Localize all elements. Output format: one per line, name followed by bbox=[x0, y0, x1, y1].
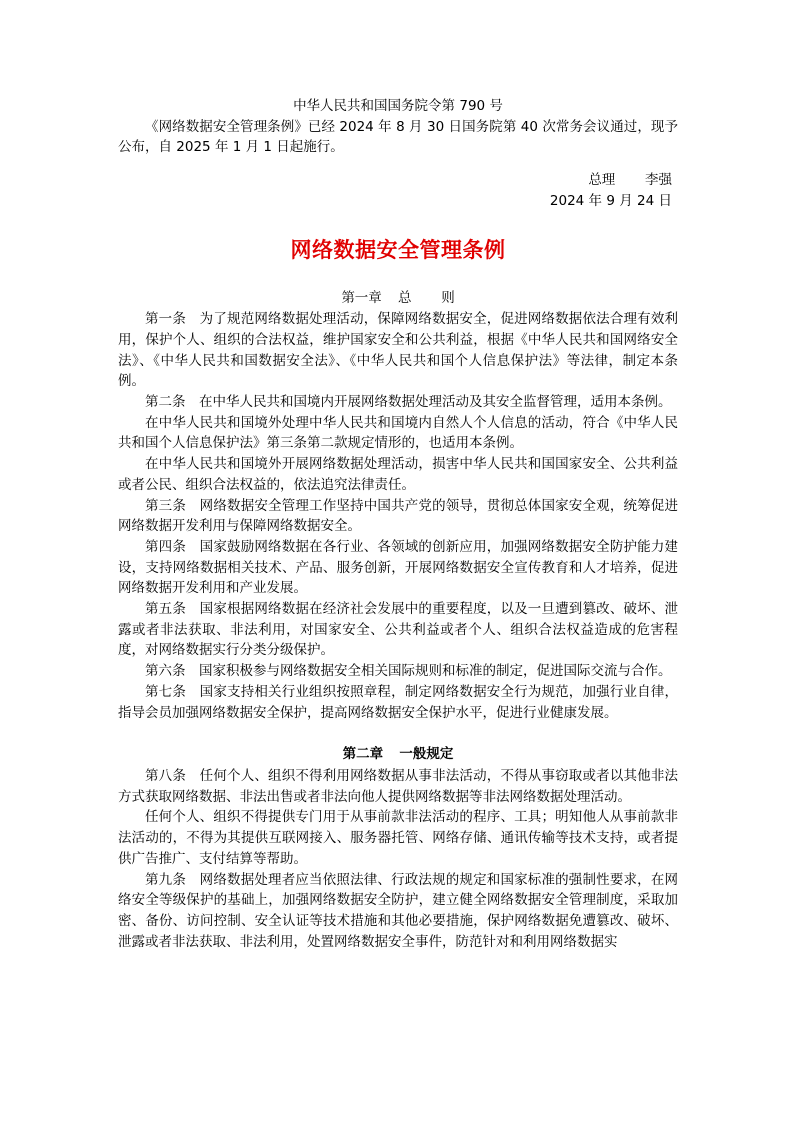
document-content bbox=[118, 96, 678, 952]
chapter-number: 第二章 bbox=[342, 746, 384, 763]
signature-block bbox=[118, 170, 678, 211]
chapter-heading bbox=[118, 744, 678, 765]
article-paragraph: 第二条 在中华人民共和国境内开展网络数据处理活动及其安全监督管理，适用本条例。 bbox=[145, 394, 672, 411]
article-paragraph: 第七条 国家支持相关行业组织按照章程，制定网络数据安全行为规范，加强行业自律，指导会员加强网络数据安全保护，提高网络数据安全保护水平，促进行业健康发展。 bbox=[118, 683, 678, 721]
article-paragraph: 第三条 网络数据安全管理工作坚持中国共产党的领导，贯彻总体国家安全观，统筹促进网络数据开发利用与保障网络数据安全。 bbox=[118, 497, 678, 535]
order-date: 2024 年 9 月 24 日 bbox=[549, 192, 672, 209]
article-paragraph: 第四条 国家鼓励网络数据在各行业、各领域的创新应用，加强网络数据安全防护能力建设，支持网络数据相关技术、产品、服务创新，开展网络数据安全宣传教育和人才培养，促进网络数据开发利用和产业发展。 bbox=[118, 538, 678, 597]
article-paragraph: 第一条 为了规范网络数据处理活动，保障网络数据安全，促进网络数据依法合理有效利用，保护个人、组织的合法权益，维护国家安全和公共利益，根据《中华人民共和国网络安全法》、《中华人民共和国数据安全法》、《中华人民共和国个人信息保护法》等法律，制定本条例。 bbox=[118, 311, 678, 390]
chapter-name: 一般规定 bbox=[399, 746, 454, 763]
article-paragraph: 第八条 任何个人、组织不得利用网络数据从事非法活动，不得从事窃取或者以其他非法方式获取网络数据、非法出售或者非法向他人提供网络数据等非法网络数据处理活动。 bbox=[118, 767, 678, 805]
signer-line bbox=[118, 170, 672, 191]
signer-name: 李强 bbox=[645, 172, 672, 189]
article-paragraph: 第九条 网络数据处理者应当依照法律、行政法规的规定和国家标准的强制性要求，在网络安全等级保护的基础上，加强网络数据安全防护，建立健全网络数据安全管理制度，采取加密、备份、访问控制、安全认证等技术措施和其他必要措施，保护网络数据免遭篡改、破坏、泄露或者非法获取、非法利用，处置网络数据安全事件，防范针对和利用网络数据实 bbox=[118, 871, 678, 950]
article-paragraph: 在中华人民共和国境外处理中华人民共和国境内自然人个人信息的活动，符合《中华人民共和国个人信息保护法》第三条第二款规定情形的，也适用本条例。 bbox=[118, 414, 678, 452]
chapter-heading bbox=[118, 288, 678, 309]
article-paragraph: 第六条 国家积极参与网络数据安全相关国际规则和标准的制定，促进国际交流与合作。 bbox=[145, 663, 672, 680]
signer-title: 总理 bbox=[588, 172, 616, 189]
chapter-number: 第一章 bbox=[341, 289, 382, 306]
article-paragraph: 任何个人、组织不得提供专门用于从事前款非法活动的程序、工具；明知他人从事前款非法活动的，不得为其提供互联网接入、服务器托管、网络存储、通讯传输等技术支持，或者提供广告推广、支付结算等帮助。 bbox=[118, 809, 678, 867]
chapter-name: 总 bbox=[398, 289, 412, 306]
article-paragraph: 第五条 国家根据网络数据在经济社会发展中的重要程度，以及一旦遭到篡改、破坏、泄露或者非法获取、非法利用，对国家安全、公共利益或者个人、组织合法权益造成的危害程度，对网络数据实行分类分级保护。 bbox=[118, 601, 678, 659]
chapter-name-part: 则 bbox=[441, 289, 455, 306]
order-title: 中华人民共和国国务院令第 790 号 bbox=[293, 98, 503, 114]
document-title: 网络数据安全管理条例 bbox=[290, 237, 506, 262]
article-paragraph: 在中华人民共和国境外开展网络数据处理活动，损害中华人民共和国国家安全、公共利益或者公民、组织合法权益的，依法追究法律责任。 bbox=[118, 456, 678, 493]
order-text: 《网络数据安全管理条例》已经 2024 年 8 月 30 日国务院第 40 次常务会议通过，现予公布，自 2025 年 1 月 1 日起施行。 bbox=[118, 118, 678, 156]
